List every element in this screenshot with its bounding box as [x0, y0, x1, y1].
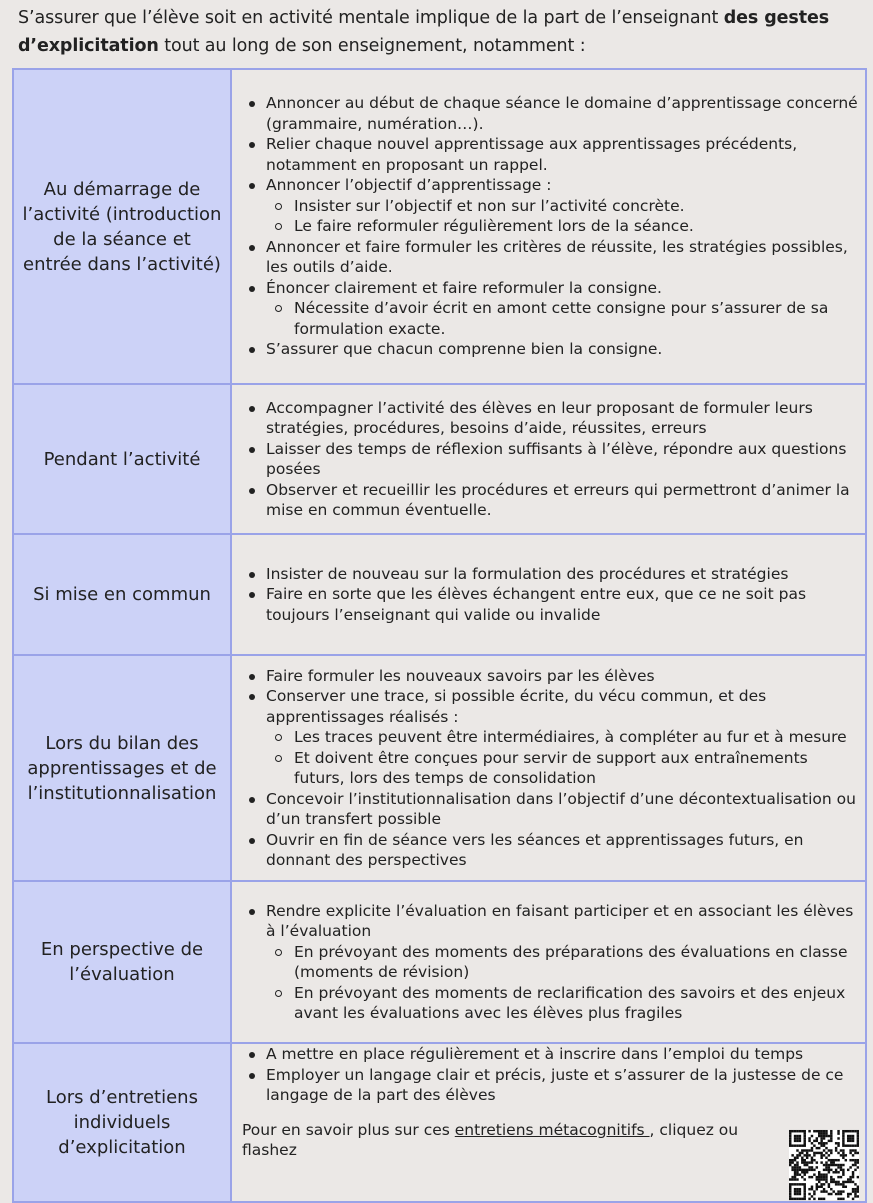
more-info-text [242, 1120, 783, 1161]
intro-text-after: tout au long de son enseignement, notamment : [158, 36, 586, 56]
list-item: Annoncer et faire formuler les critères de réussite, les stratégies possibles, les outils d’aide. [242, 237, 859, 278]
row-heading: Au démarrage de l’activité (introduction de la séance et entrée dans l’activité) [13, 69, 231, 384]
row-content [231, 69, 866, 384]
list-item: Concevoir l’institutionnalisation dans l’objectif d’une décontextualisation ou d’un transfert possible [242, 789, 859, 830]
table-row [13, 655, 866, 881]
row-content [231, 1043, 866, 1202]
list-item: S’assurer que chacun comprenne bien la consigne. [242, 339, 859, 360]
table-row [13, 1043, 866, 1202]
bullet-list [242, 666, 859, 871]
sub-list-item: Le faire reformuler régulièrement lors de la séance. [266, 216, 859, 237]
list-item-text: Annoncer l’objectif d’apprentissage : [266, 176, 552, 195]
sub-list-item: En prévoyant des moments de reclarification des savoirs et des enjeux avant les évaluations avec les élèves plus fragiles [266, 983, 859, 1024]
row-heading: Si mise en commun [13, 534, 231, 655]
row-heading: En perspective de l’évaluation [13, 881, 231, 1043]
list-item: A mettre en place régulièrement et à inscrire dans l’emploi du temps [242, 1044, 859, 1065]
row-content [231, 655, 866, 881]
sub-list [266, 727, 859, 789]
bullet-list [242, 564, 859, 626]
bullet-list [242, 93, 859, 360]
more-info-before: Pour en savoir plus sur ces [242, 1120, 455, 1139]
row-heading: Lors d’entretiens individuels d’explicitation [13, 1043, 231, 1202]
list-item [242, 278, 859, 340]
list-item: Insister de nouveau sur la formulation des procédures et stratégies [242, 564, 859, 585]
list-item: Faire en sorte que les élèves échangent entre eux, que ce ne soit pas toujours l’enseignant qui valide ou invalide [242, 584, 859, 625]
sub-list [266, 298, 859, 339]
sub-list-item: Insister sur l’objectif et non sur l’activité concrète. [266, 196, 859, 217]
list-item: Accompagner l’activité des élèves en leur proposant de formuler leurs stratégies, procédures, besoins d’aide, réussites, erreurs [242, 398, 859, 439]
bullet-list [242, 398, 859, 521]
explicitation-table [12, 68, 867, 1203]
list-item-text: Conserver une trace, si possible écrite, du vécu commun, et des apprentissages réalisés : [266, 687, 767, 726]
list-item: Employer un langage clair et précis, juste et s’assurer de la justesse de ce langage de la part des élèves [242, 1065, 859, 1106]
list-item: Laisser des temps de réflexion suffisants à l’élève, répondre aux questions posées [242, 439, 859, 480]
list-item-text: Énoncer clairement et faire reformuler la consigne. [266, 278, 662, 297]
table-row [13, 69, 866, 384]
list-item [242, 901, 859, 1024]
row-heading: Pendant l’activité [13, 384, 231, 534]
intro-text-before: S’assurer que l’élève soit en activité mentale implique de la part de l’enseignant [18, 8, 724, 28]
list-item: Ouvrir en fin de séance vers les séances et apprentissages futurs, en donnant des perspectives [242, 830, 859, 871]
sub-list [266, 196, 859, 237]
table-row [13, 534, 866, 655]
list-item: Faire formuler les nouveaux savoirs par les élèves [242, 666, 859, 687]
sub-list-item: Les traces peuvent être intermédiaires, à compléter au fur et à mesure [266, 727, 859, 748]
qr-code-icon[interactable] [789, 1129, 859, 1201]
list-item [242, 686, 859, 789]
table-row [13, 881, 866, 1043]
list-item: Observer et recueillir les procédures et erreurs qui permettront d’animer la mise en commun éventuelle. [242, 480, 859, 521]
more-info-after: , cliquez ou flashez [242, 1120, 739, 1159]
entretiens-link[interactable]: entretiens métacognitifs [454, 1120, 650, 1139]
intro-paragraph [18, 4, 863, 60]
row-content [231, 384, 866, 534]
list-item: Relier chaque nouvel apprentissage aux apprentissages précédents, notamment en proposant un rappel. [242, 134, 859, 175]
bullet-list [242, 1044, 859, 1106]
intro-text-bold: des gestes d’explicitation [18, 8, 830, 56]
sub-list-item: Nécessite d’avoir écrit en amont cette consigne pour s’assurer de sa formulation exacte. [266, 298, 859, 339]
list-item-text: Rendre explicite l’évaluation en faisant participer et en associant les élèves à l’évaluation [266, 901, 854, 940]
row-content [231, 881, 866, 1043]
bullet-list [242, 901, 859, 1024]
sub-list [266, 942, 859, 1024]
more-info [242, 1120, 859, 1201]
row-heading: Lors du bilan des apprentissages et de l’institutionnalisation [13, 655, 231, 881]
sub-list-item: En prévoyant des moments des préparations des évaluations en classe (moments de révision) [266, 942, 859, 983]
sub-list-item: Et doivent être conçues pour servir de support aux entraînements futurs, lors des temps de consolidation [266, 748, 859, 789]
table-row [13, 384, 866, 534]
list-item: Annoncer au début de chaque séance le domaine d’apprentissage concerné (grammaire, numération…). [242, 93, 859, 134]
row-content [231, 534, 866, 655]
list-item [242, 175, 859, 237]
